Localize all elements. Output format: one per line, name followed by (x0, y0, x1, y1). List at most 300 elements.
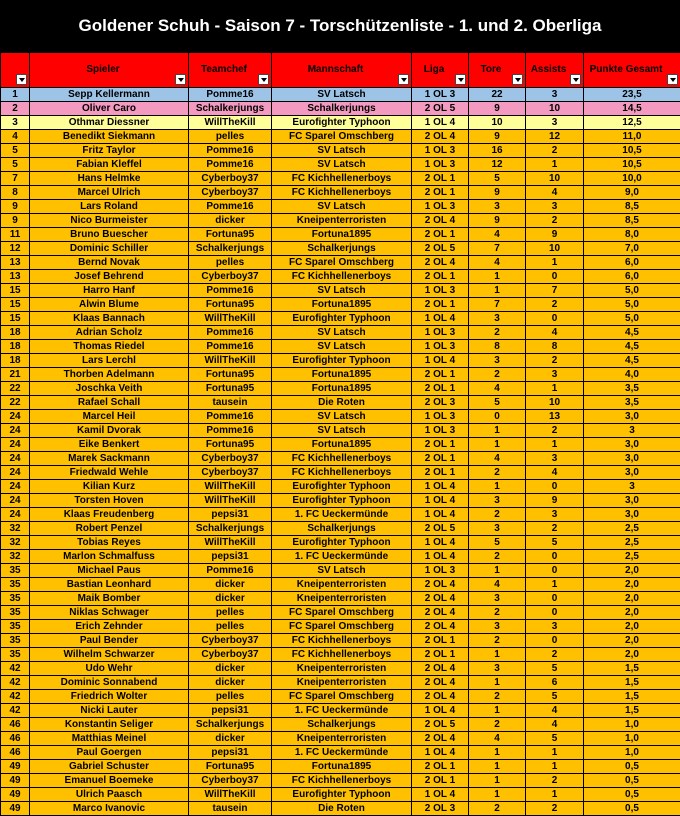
rank-cell[interactable]: 24 (1, 452, 30, 466)
goals-cell[interactable]: 3 (469, 522, 526, 536)
goals-cell[interactable]: 12 (469, 158, 526, 172)
teamchef-cell[interactable]: Pomme16 (189, 200, 272, 214)
goals-cell[interactable]: 2 (469, 550, 526, 564)
player-cell[interactable]: Paul Bender (30, 634, 189, 648)
goals-cell[interactable]: 4 (469, 732, 526, 746)
points-cell[interactable]: 5,0 (584, 298, 680, 312)
team-cell[interactable]: FC Kichhellenerboys (272, 186, 412, 200)
team-cell[interactable]: Schalkerjungs (272, 522, 412, 536)
points-cell[interactable]: 2,0 (584, 634, 680, 648)
player-cell[interactable]: Friedrich Wolter (30, 690, 189, 704)
teamchef-cell[interactable]: dicker (189, 578, 272, 592)
points-cell[interactable]: 8,0 (584, 228, 680, 242)
assists-cell[interactable]: 2 (526, 144, 584, 158)
player-cell[interactable]: Marek Sackmann (30, 452, 189, 466)
league-cell[interactable]: 2 OL 1 (412, 298, 469, 312)
teamchef-cell[interactable]: pelles (189, 606, 272, 620)
goals-cell[interactable]: 1 (469, 438, 526, 452)
teamchef-cell[interactable]: WillTheKill (189, 312, 272, 326)
filter-dropdown-icon[interactable] (570, 74, 581, 85)
league-cell[interactable]: 1 OL 4 (412, 536, 469, 550)
player-cell[interactable]: Marcel Heil (30, 410, 189, 424)
league-cell[interactable]: 2 OL 4 (412, 690, 469, 704)
rank-cell[interactable]: 24 (1, 508, 30, 522)
player-cell[interactable]: Kilian Kurz (30, 480, 189, 494)
rank-cell[interactable]: 12 (1, 242, 30, 256)
goals-cell[interactable]: 5 (469, 396, 526, 410)
teamchef-cell[interactable]: Cyberboy37 (189, 634, 272, 648)
points-cell[interactable]: 2,0 (584, 578, 680, 592)
teamchef-cell[interactable]: Cyberboy37 (189, 466, 272, 480)
league-cell[interactable]: 1 OL 3 (412, 326, 469, 340)
league-cell[interactable]: 2 OL 5 (412, 102, 469, 116)
team-cell[interactable]: 1. FC Ueckermünde (272, 550, 412, 564)
team-cell[interactable]: Kneipenterroristen (272, 214, 412, 228)
teamchef-cell[interactable]: Pomme16 (189, 564, 272, 578)
team-cell[interactable]: SV Latsch (272, 284, 412, 298)
goals-cell[interactable]: 1 (469, 774, 526, 788)
filter-dropdown-icon[interactable] (512, 74, 523, 85)
assists-cell[interactable]: 13 (526, 410, 584, 424)
league-cell[interactable]: 2 OL 1 (412, 438, 469, 452)
player-cell[interactable]: Joschka Veith (30, 382, 189, 396)
filter-dropdown-icon[interactable] (455, 74, 466, 85)
points-cell[interactable]: 4,5 (584, 340, 680, 354)
league-cell[interactable]: 2 OL 1 (412, 648, 469, 662)
assists-cell[interactable]: 4 (526, 466, 584, 480)
assists-cell[interactable]: 2 (526, 214, 584, 228)
points-cell[interactable]: 12,5 (584, 116, 680, 130)
assists-cell[interactable]: 0 (526, 480, 584, 494)
points-cell[interactable]: 2,5 (584, 550, 680, 564)
rank-cell[interactable]: 22 (1, 382, 30, 396)
rank-cell[interactable]: 4 (1, 130, 30, 144)
teamchef-cell[interactable]: dicker (189, 676, 272, 690)
rank-cell[interactable]: 18 (1, 354, 30, 368)
player-cell[interactable]: Fritz Taylor (30, 144, 189, 158)
teamchef-cell[interactable]: Pomme16 (189, 410, 272, 424)
goals-cell[interactable]: 1 (469, 788, 526, 802)
league-cell[interactable]: 1 OL 3 (412, 200, 469, 214)
assists-cell[interactable]: 1 (526, 438, 584, 452)
player-cell[interactable]: Klaas Freudenberg (30, 508, 189, 522)
league-cell[interactable]: 2 OL 5 (412, 718, 469, 732)
team-cell[interactable]: Eurofighter Typhoon (272, 788, 412, 802)
points-cell[interactable]: 8,5 (584, 200, 680, 214)
goals-cell[interactable]: 1 (469, 564, 526, 578)
player-cell[interactable]: Thorben Adelmann (30, 368, 189, 382)
teamchef-cell[interactable]: WillTheKill (189, 788, 272, 802)
assists-cell[interactable]: 3 (526, 368, 584, 382)
teamchef-cell[interactable]: Pomme16 (189, 284, 272, 298)
player-cell[interactable]: Eike Benkert (30, 438, 189, 452)
assists-cell[interactable]: 5 (526, 662, 584, 676)
teamchef-cell[interactable]: Schalkerjungs (189, 718, 272, 732)
goals-cell[interactable]: 4 (469, 228, 526, 242)
assists-cell[interactable]: 8 (526, 340, 584, 354)
team-cell[interactable]: SV Latsch (272, 340, 412, 354)
team-cell[interactable]: Fortuna1895 (272, 438, 412, 452)
team-cell[interactable]: FC Sparel Omschberg (272, 256, 412, 270)
teamchef-cell[interactable]: Schalkerjungs (189, 242, 272, 256)
points-cell[interactable]: 5,0 (584, 284, 680, 298)
goals-cell[interactable]: 3 (469, 592, 526, 606)
team-cell[interactable]: Fortuna1895 (272, 382, 412, 396)
player-cell[interactable]: Marlon Schmalfuss (30, 550, 189, 564)
league-cell[interactable]: 1 OL 4 (412, 746, 469, 760)
rank-cell[interactable]: 24 (1, 480, 30, 494)
goals-cell[interactable]: 1 (469, 480, 526, 494)
teamchef-cell[interactable]: WillTheKill (189, 480, 272, 494)
points-cell[interactable]: 3 (584, 480, 680, 494)
player-cell[interactable]: Adrian Scholz (30, 326, 189, 340)
goals-cell[interactable]: 1 (469, 746, 526, 760)
rank-cell[interactable]: 49 (1, 774, 30, 788)
rank-cell[interactable]: 42 (1, 662, 30, 676)
rank-cell[interactable]: 18 (1, 326, 30, 340)
team-cell[interactable]: FC Kichhellenerboys (272, 774, 412, 788)
teamchef-cell[interactable]: Fortuna95 (189, 228, 272, 242)
rank-cell[interactable]: 49 (1, 802, 30, 816)
goals-cell[interactable]: 3 (469, 662, 526, 676)
league-cell[interactable]: 1 OL 3 (412, 88, 469, 102)
rank-cell[interactable]: 5 (1, 158, 30, 172)
league-cell[interactable]: 2 OL 5 (412, 242, 469, 256)
team-cell[interactable]: Eurofighter Typhoon (272, 536, 412, 550)
team-cell[interactable]: FC Sparel Omschberg (272, 606, 412, 620)
rank-cell[interactable]: 35 (1, 648, 30, 662)
goals-cell[interactable]: 2 (469, 466, 526, 480)
points-cell[interactable]: 2,0 (584, 648, 680, 662)
filter-dropdown-icon[interactable] (16, 74, 27, 85)
rank-cell[interactable]: 46 (1, 746, 30, 760)
points-cell[interactable]: 2,5 (584, 536, 680, 550)
assists-cell[interactable]: 10 (526, 242, 584, 256)
points-cell[interactable]: 5,0 (584, 312, 680, 326)
league-cell[interactable]: 2 OL 4 (412, 592, 469, 606)
goals-cell[interactable]: 3 (469, 312, 526, 326)
team-cell[interactable]: FC Kichhellenerboys (272, 466, 412, 480)
teamchef-cell[interactable]: pepsi31 (189, 550, 272, 564)
rank-cell[interactable]: 35 (1, 634, 30, 648)
league-cell[interactable]: 2 OL 1 (412, 186, 469, 200)
player-cell[interactable]: Wilhelm Schwarzer (30, 648, 189, 662)
league-cell[interactable]: 1 OL 4 (412, 480, 469, 494)
filter-dropdown-icon[interactable] (258, 74, 269, 85)
rank-cell[interactable]: 35 (1, 564, 30, 578)
goals-cell[interactable]: 2 (469, 690, 526, 704)
rank-cell[interactable]: 3 (1, 116, 30, 130)
player-cell[interactable]: Kamil Dvorak (30, 424, 189, 438)
assists-cell[interactable]: 10 (526, 102, 584, 116)
teamchef-cell[interactable]: Fortuna95 (189, 368, 272, 382)
goals-cell[interactable]: 9 (469, 130, 526, 144)
assists-cell[interactable]: 5 (526, 732, 584, 746)
assists-cell[interactable]: 1 (526, 788, 584, 802)
player-cell[interactable]: Marcel Ulrich (30, 186, 189, 200)
teamchef-cell[interactable]: tausein (189, 802, 272, 816)
assists-cell[interactable]: 3 (526, 116, 584, 130)
teamchef-cell[interactable]: dicker (189, 662, 272, 676)
points-cell[interactable]: 3,0 (584, 410, 680, 424)
team-cell[interactable]: 1. FC Ueckermünde (272, 704, 412, 718)
rank-cell[interactable]: 1 (1, 88, 30, 102)
rank-cell[interactable]: 24 (1, 494, 30, 508)
points-cell[interactable]: 3,0 (584, 452, 680, 466)
player-cell[interactable]: Bernd Novak (30, 256, 189, 270)
teamchef-cell[interactable]: Fortuna95 (189, 760, 272, 774)
team-cell[interactable]: SV Latsch (272, 200, 412, 214)
teamchef-cell[interactable]: Pomme16 (189, 158, 272, 172)
filter-dropdown-icon[interactable] (175, 74, 186, 85)
player-cell[interactable]: Torsten Hoven (30, 494, 189, 508)
rank-cell[interactable]: 32 (1, 550, 30, 564)
league-cell[interactable]: 2 OL 4 (412, 732, 469, 746)
points-cell[interactable]: 4,5 (584, 326, 680, 340)
goals-cell[interactable]: 3 (469, 200, 526, 214)
assists-cell[interactable]: 3 (526, 452, 584, 466)
teamchef-cell[interactable]: WillTheKill (189, 116, 272, 130)
league-cell[interactable]: 2 OL 4 (412, 256, 469, 270)
teamchef-cell[interactable]: WillTheKill (189, 536, 272, 550)
league-cell[interactable]: 1 OL 3 (412, 144, 469, 158)
teamchef-cell[interactable]: Pomme16 (189, 88, 272, 102)
goals-cell[interactable]: 7 (469, 298, 526, 312)
goals-cell[interactable]: 2 (469, 606, 526, 620)
teamchef-cell[interactable]: dicker (189, 732, 272, 746)
rank-cell[interactable]: 15 (1, 284, 30, 298)
league-cell[interactable]: 1 OL 4 (412, 508, 469, 522)
rank-cell[interactable]: 9 (1, 200, 30, 214)
rank-cell[interactable]: 13 (1, 256, 30, 270)
player-cell[interactable]: Lars Lerchl (30, 354, 189, 368)
league-cell[interactable]: 2 OL 1 (412, 452, 469, 466)
rank-cell[interactable]: 42 (1, 704, 30, 718)
team-cell[interactable]: Kneipenterroristen (272, 662, 412, 676)
rank-cell[interactable]: 2 (1, 102, 30, 116)
teamchef-cell[interactable]: Schalkerjungs (189, 102, 272, 116)
rank-cell[interactable]: 35 (1, 592, 30, 606)
team-cell[interactable]: Fortuna1895 (272, 760, 412, 774)
rank-cell[interactable]: 7 (1, 172, 30, 186)
rank-cell[interactable]: 35 (1, 606, 30, 620)
teamchef-cell[interactable]: WillTheKill (189, 494, 272, 508)
team-cell[interactable]: Die Roten (272, 802, 412, 816)
rank-cell[interactable]: 42 (1, 676, 30, 690)
player-cell[interactable]: Bastian Leonhard (30, 578, 189, 592)
assists-cell[interactable]: 0 (526, 634, 584, 648)
rank-cell[interactable]: 18 (1, 340, 30, 354)
goals-cell[interactable]: 1 (469, 704, 526, 718)
teamchef-cell[interactable]: Cyberboy37 (189, 774, 272, 788)
goals-cell[interactable]: 2 (469, 508, 526, 522)
rank-cell[interactable]: 11 (1, 228, 30, 242)
rank-cell[interactable]: 15 (1, 298, 30, 312)
league-cell[interactable]: 2 OL 1 (412, 466, 469, 480)
points-cell[interactable]: 4,5 (584, 354, 680, 368)
rank-cell[interactable]: 15 (1, 312, 30, 326)
player-cell[interactable]: Ulrich Paasch (30, 788, 189, 802)
points-cell[interactable]: 3,5 (584, 382, 680, 396)
rank-cell[interactable]: 21 (1, 368, 30, 382)
teamchef-cell[interactable]: pepsi31 (189, 746, 272, 760)
assists-cell[interactable]: 0 (526, 606, 584, 620)
rank-cell[interactable]: 49 (1, 788, 30, 802)
player-cell[interactable]: Matthias Meinel (30, 732, 189, 746)
points-cell[interactable]: 2,0 (584, 592, 680, 606)
rank-cell[interactable]: 46 (1, 718, 30, 732)
player-cell[interactable]: Dominic Schiller (30, 242, 189, 256)
teamchef-cell[interactable]: dicker (189, 214, 272, 228)
teamchef-cell[interactable]: Cyberboy37 (189, 186, 272, 200)
rank-cell[interactable]: 24 (1, 410, 30, 424)
team-cell[interactable]: FC Sparel Omschberg (272, 620, 412, 634)
assists-cell[interactable]: 3 (526, 508, 584, 522)
rank-cell[interactable]: 24 (1, 424, 30, 438)
assists-cell[interactable]: 0 (526, 550, 584, 564)
league-cell[interactable]: 2 OL 4 (412, 662, 469, 676)
filter-dropdown-icon[interactable] (398, 74, 409, 85)
goals-cell[interactable]: 3 (469, 620, 526, 634)
player-cell[interactable]: Michael Paus (30, 564, 189, 578)
player-cell[interactable]: Robert Penzel (30, 522, 189, 536)
league-cell[interactable]: 1 OL 4 (412, 116, 469, 130)
player-cell[interactable]: Marco Ivanovic (30, 802, 189, 816)
player-cell[interactable]: Hans Helmke (30, 172, 189, 186)
points-cell[interactable]: 10,0 (584, 172, 680, 186)
points-cell[interactable]: 23,5 (584, 88, 680, 102)
goals-cell[interactable]: 1 (469, 270, 526, 284)
goals-cell[interactable]: 2 (469, 802, 526, 816)
goals-cell[interactable]: 2 (469, 326, 526, 340)
goals-cell[interactable]: 10 (469, 116, 526, 130)
rank-cell[interactable]: 13 (1, 270, 30, 284)
points-cell[interactable]: 2,0 (584, 564, 680, 578)
team-cell[interactable]: Schalkerjungs (272, 242, 412, 256)
points-cell[interactable]: 0,5 (584, 760, 680, 774)
rank-cell[interactable]: 24 (1, 438, 30, 452)
goals-cell[interactable]: 4 (469, 256, 526, 270)
team-cell[interactable]: FC Kichhellenerboys (272, 172, 412, 186)
assists-cell[interactable]: 3 (526, 620, 584, 634)
team-cell[interactable]: Fortuna1895 (272, 368, 412, 382)
teamchef-cell[interactable]: Cyberboy37 (189, 452, 272, 466)
assists-cell[interactable]: 4 (526, 718, 584, 732)
league-cell[interactable]: 2 OL 1 (412, 634, 469, 648)
goals-cell[interactable]: 9 (469, 102, 526, 116)
goals-cell[interactable]: 2 (469, 368, 526, 382)
league-cell[interactable]: 1 OL 3 (412, 158, 469, 172)
team-cell[interactable]: Fortuna1895 (272, 228, 412, 242)
league-cell[interactable]: 1 OL 3 (412, 564, 469, 578)
assists-cell[interactable]: 5 (526, 690, 584, 704)
player-cell[interactable]: Emanuel Boemeke (30, 774, 189, 788)
teamchef-cell[interactable]: Pomme16 (189, 326, 272, 340)
teamchef-cell[interactable]: Pomme16 (189, 340, 272, 354)
goals-cell[interactable]: 5 (469, 536, 526, 550)
teamchef-cell[interactable]: Pomme16 (189, 424, 272, 438)
points-cell[interactable]: 0,5 (584, 774, 680, 788)
points-cell[interactable]: 6,0 (584, 256, 680, 270)
player-cell[interactable]: Maik Bomber (30, 592, 189, 606)
player-cell[interactable]: Thomas Riedel (30, 340, 189, 354)
league-cell[interactable]: 1 OL 3 (412, 340, 469, 354)
points-cell[interactable]: 1,0 (584, 732, 680, 746)
assists-cell[interactable]: 9 (526, 494, 584, 508)
player-cell[interactable]: Rafael Schall (30, 396, 189, 410)
teamchef-cell[interactable]: Fortuna95 (189, 298, 272, 312)
team-cell[interactable]: SV Latsch (272, 326, 412, 340)
player-cell[interactable]: Dominic Sonnabend (30, 676, 189, 690)
rank-cell[interactable]: 32 (1, 536, 30, 550)
teamchef-cell[interactable]: Fortuna95 (189, 438, 272, 452)
points-cell[interactable]: 10,5 (584, 144, 680, 158)
goals-cell[interactable]: 16 (469, 144, 526, 158)
points-cell[interactable]: 14,5 (584, 102, 680, 116)
points-cell[interactable]: 0,5 (584, 788, 680, 802)
league-cell[interactable]: 2 OL 1 (412, 270, 469, 284)
teamchef-cell[interactable]: pepsi31 (189, 508, 272, 522)
teamchef-cell[interactable]: Fortuna95 (189, 382, 272, 396)
assists-cell[interactable]: 1 (526, 578, 584, 592)
player-cell[interactable]: Harro Hanf (30, 284, 189, 298)
rank-cell[interactable]: 32 (1, 522, 30, 536)
league-cell[interactable]: 1 OL 4 (412, 354, 469, 368)
league-cell[interactable]: 1 OL 3 (412, 410, 469, 424)
assists-cell[interactable]: 1 (526, 158, 584, 172)
league-cell[interactable]: 2 OL 1 (412, 382, 469, 396)
team-cell[interactable]: SV Latsch (272, 144, 412, 158)
assists-cell[interactable]: 3 (526, 88, 584, 102)
team-cell[interactable]: Schalkerjungs (272, 718, 412, 732)
points-cell[interactable]: 3,0 (584, 438, 680, 452)
rank-cell[interactable]: 5 (1, 144, 30, 158)
player-cell[interactable]: Josef Behrend (30, 270, 189, 284)
player-cell[interactable]: Friedwald Wehle (30, 466, 189, 480)
goals-cell[interactable]: 9 (469, 214, 526, 228)
assists-cell[interactable]: 2 (526, 648, 584, 662)
goals-cell[interactable]: 8 (469, 340, 526, 354)
points-cell[interactable]: 4,0 (584, 368, 680, 382)
league-cell[interactable]: 1 OL 4 (412, 788, 469, 802)
team-cell[interactable]: Fortuna1895 (272, 298, 412, 312)
team-cell[interactable]: Kneipenterroristen (272, 676, 412, 690)
teamchef-cell[interactable]: Cyberboy37 (189, 648, 272, 662)
team-cell[interactable]: Eurofighter Typhoon (272, 494, 412, 508)
assists-cell[interactable]: 12 (526, 130, 584, 144)
team-cell[interactable]: 1. FC Ueckermünde (272, 746, 412, 760)
goals-cell[interactable]: 5 (469, 172, 526, 186)
goals-cell[interactable]: 1 (469, 424, 526, 438)
assists-cell[interactable]: 2 (526, 802, 584, 816)
team-cell[interactable]: FC Kichhellenerboys (272, 452, 412, 466)
assists-cell[interactable]: 3 (526, 200, 584, 214)
goals-cell[interactable]: 1 (469, 676, 526, 690)
teamchef-cell[interactable]: pelles (189, 620, 272, 634)
rank-cell[interactable]: 8 (1, 186, 30, 200)
player-cell[interactable]: Konstantin Seliger (30, 718, 189, 732)
team-cell[interactable]: Schalkerjungs (272, 102, 412, 116)
points-cell[interactable]: 2,0 (584, 620, 680, 634)
assists-cell[interactable]: 2 (526, 298, 584, 312)
player-cell[interactable]: Alwin Blume (30, 298, 189, 312)
teamchef-cell[interactable]: pepsi31 (189, 704, 272, 718)
assists-cell[interactable]: 10 (526, 172, 584, 186)
rank-cell[interactable]: 35 (1, 578, 30, 592)
goals-cell[interactable]: 3 (469, 494, 526, 508)
player-cell[interactable]: Benedikt Siekmann (30, 130, 189, 144)
player-cell[interactable]: Othmar Diessner (30, 116, 189, 130)
